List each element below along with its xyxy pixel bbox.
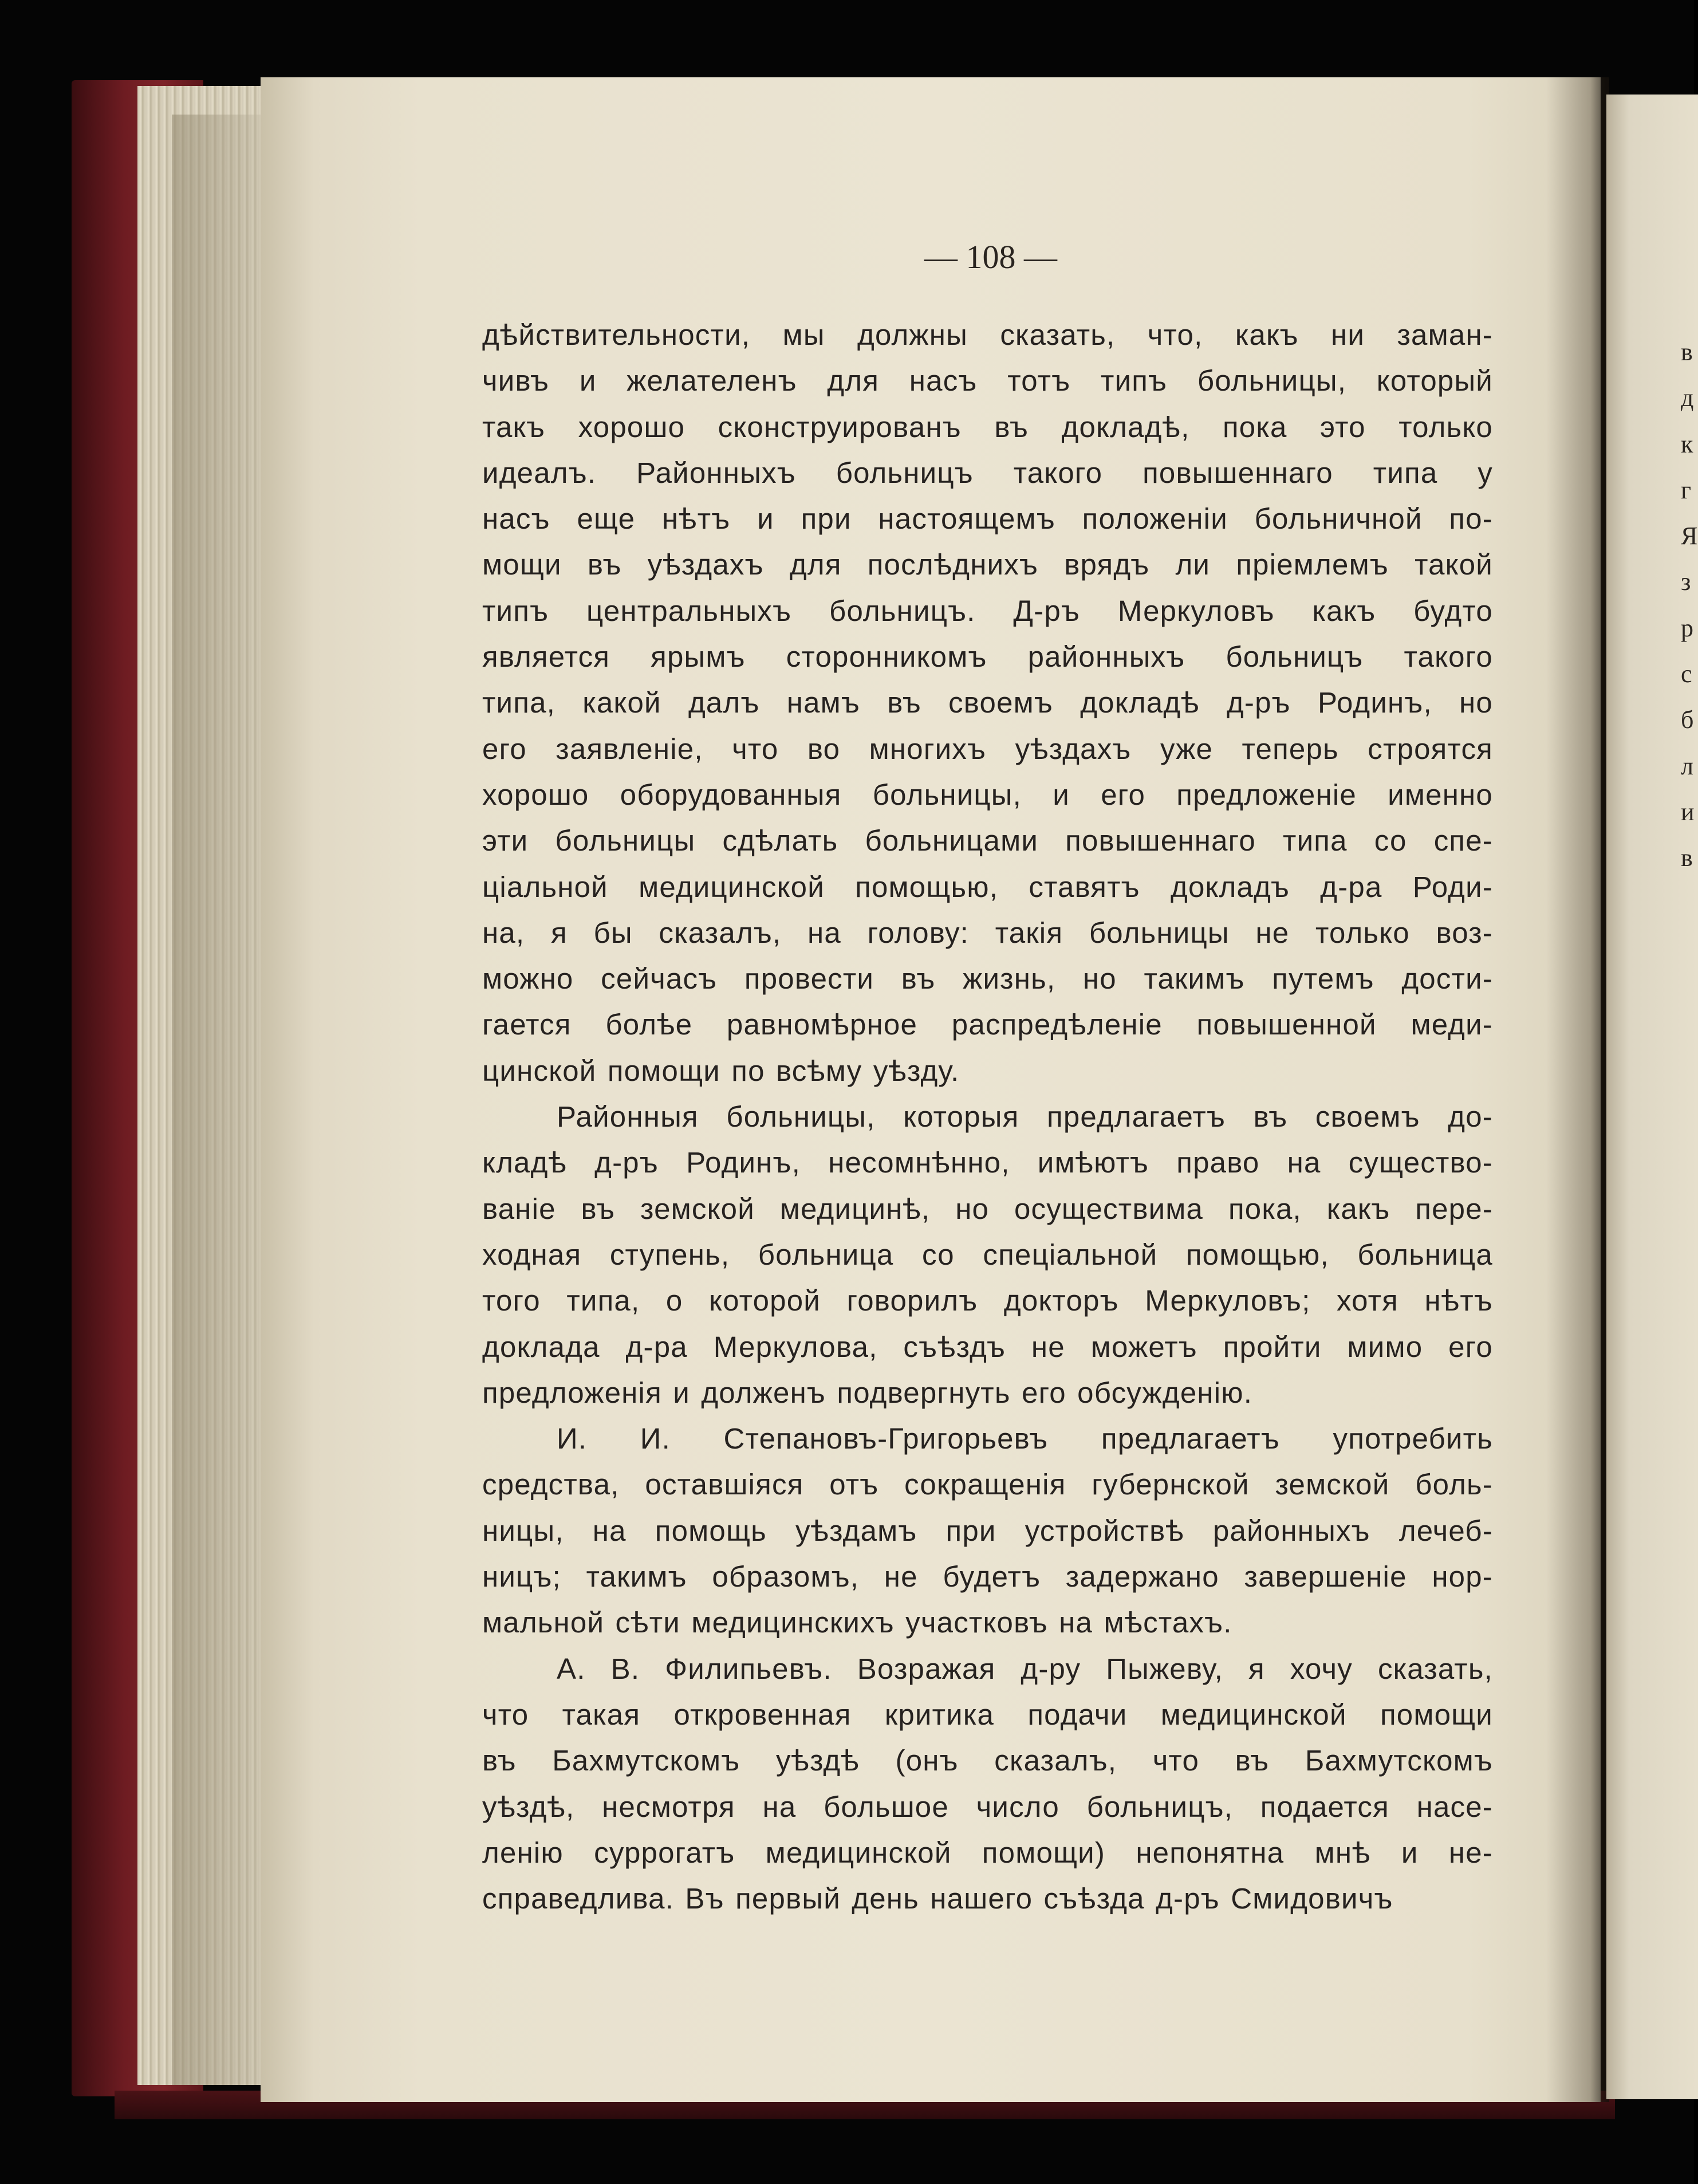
paragraph	[482, 1416, 1493, 1646]
text-line: чивъ и желателенъ для насъ тотъ типъ больницы, который	[482, 364, 1493, 398]
text-line: на, я бы сказалъ, на голову: такiя больницы не только воз-	[482, 916, 1493, 949]
text-line: въ Бахмутскомъ уѣздѣ (онъ сказалъ, что въ Бахмутскомъ	[482, 1744, 1493, 1777]
facing-page-letter: к	[1681, 430, 1693, 458]
page-stack-shadow	[172, 115, 275, 2085]
text-line: ленiю суррогатъ медицинской помощи) непонятна мнѣ и не-	[482, 1836, 1493, 1869]
text-line: И. И. Степановъ-Григорьевъ предлагаетъ употребить	[557, 1422, 1493, 1455]
text-line: можно сейчасъ провести въ жизнь, но такимъ путемъ дости-	[482, 962, 1493, 995]
text-line: эти больницы сдѣлать больницами повышеннаго типа со спе-	[482, 824, 1493, 857]
text-line: цiальной медицинской помощью, ставятъ докладъ д-ра Роди-	[482, 870, 1493, 903]
text-line: того типа, о которой говорилъ докторъ Меркуловъ; хотя нѣтъ	[482, 1284, 1493, 1317]
text-line: идеалъ. Районныхъ больницъ такого повышеннаго типа у	[482, 456, 1493, 489]
text-line: Районныя больницы, которыя предлагаетъ въ своемъ до-	[557, 1100, 1493, 1134]
text-line: ванiе въ земской медицинѣ, но осуществима пока, какъ пере-	[482, 1192, 1493, 1225]
facing-page-letter: б	[1681, 706, 1694, 734]
facing-page-letter: л	[1681, 751, 1693, 780]
facing-page-letter: Я	[1681, 522, 1698, 550]
facing-page-letter: в	[1681, 844, 1693, 872]
text-line: мальной сѣти медицинскихъ участковъ на мѣстахъ.	[482, 1606, 1232, 1639]
paragraph	[482, 312, 1493, 1094]
text-line: справедлива. Въ первый день нашего съѣзда д-ръ Смидовичъ	[482, 1882, 1393, 1915]
text-line: типа, какой далъ намъ въ своемъ докладѣ д-ръ Родинъ, но	[482, 686, 1493, 719]
facing-page-letter: в	[1681, 338, 1693, 366]
text-line: его заявленiе, что во многихъ уѣздахъ уже теперь строятся	[482, 732, 1493, 765]
text-line: средства, оставшiяся отъ сокращенiя губернской земской боль-	[482, 1468, 1493, 1501]
facing-page-text-fragment	[1681, 329, 1698, 882]
facing-page-letter: с	[1681, 660, 1692, 688]
book-gutter	[1546, 77, 1609, 2102]
text-line: насъ еще нѣтъ и при настоящемъ положенiи больничной по-	[482, 502, 1493, 536]
text-line: такъ хорошо сконструированъ въ докладѣ, пока это только	[482, 410, 1493, 443]
text-line: уѣздѣ, несмотря на большое число больницъ, подается насе-	[482, 1790, 1493, 1823]
facing-page-letter: з	[1681, 568, 1691, 596]
text-line: дѣйствительности, мы должны сказать, что, какъ ни заман-	[482, 318, 1493, 351]
page-number: — 108 —	[924, 238, 1057, 276]
facing-page-letter: д	[1681, 384, 1694, 412]
paragraph	[482, 1094, 1493, 1416]
text-line: доклада д-ра Меркулова, съѣздъ не можетъ пройти мимо его	[482, 1330, 1493, 1363]
text-line: что такая откровенная критика подачи медицинской помощи	[482, 1698, 1493, 1731]
text-line: гается болѣе равномѣрное распредѣленiе повышенной меди-	[482, 1008, 1493, 1041]
text-line: типъ центральныхъ больницъ. Д-ръ Меркуловъ какъ будто	[482, 594, 1493, 627]
text-line: кладѣ д-ръ Родинъ, несомнѣнно, имѣютъ право на существо-	[482, 1146, 1493, 1179]
paragraph	[482, 1646, 1493, 1922]
text-line: ницъ; такимъ образомъ, не будетъ задержано завершенiе нор-	[482, 1560, 1493, 1593]
text-line: предложенiя и долженъ подвергнуть его обсужденiю.	[482, 1376, 1253, 1409]
body-text	[482, 312, 1493, 1922]
text-line: хорошо оборудованныя больницы, и его предложенiе именно	[482, 778, 1493, 811]
facing-page-letter: и	[1681, 797, 1695, 826]
facing-page-letter: р	[1681, 613, 1693, 642]
text-line: мощи въ уѣздахъ для послѣднихъ врядъ ли прiемлемъ такой	[482, 548, 1493, 581]
text-line: ницы, на помощь уѣздамъ при устройствѣ районныхъ лечеб-	[482, 1514, 1493, 1547]
text-line: ходная ступень, больница со спецiальной помощью, больница	[482, 1238, 1493, 1271]
text-line: А. В. Филипьевъ. Возражая д-ру Пыжеву, я хочу сказать,	[557, 1652, 1493, 1685]
facing-page-letter: г	[1681, 475, 1692, 504]
text-line: является ярымъ сторонникомъ районныхъ больницъ такого	[482, 640, 1493, 674]
text-line: цинской помощи по всѣму уѣзду.	[482, 1054, 960, 1087]
